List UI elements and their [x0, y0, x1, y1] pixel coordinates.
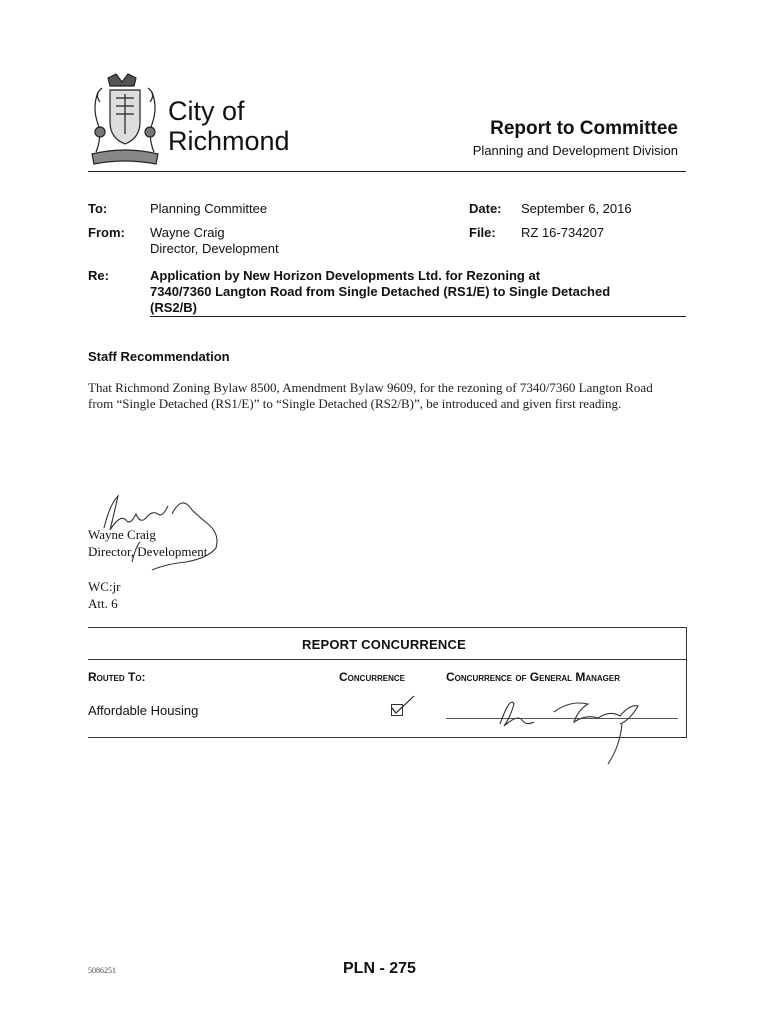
from-title: Director, Development [150, 241, 279, 256]
date-value: September 6, 2016 [521, 201, 632, 216]
re-divider [150, 316, 686, 317]
re-label: Re: [88, 268, 109, 283]
signatory-title: Director, Development [88, 544, 208, 559]
city-name-line2: Richmond [168, 126, 290, 156]
concurrence-title: REPORT CONCURRENCE [302, 637, 466, 652]
staff-recommendation-heading: Staff Recommendation [88, 349, 230, 364]
author-initials: WC:jr [88, 579, 121, 594]
to-value: Planning Committee [150, 201, 268, 216]
report-title: Report to Committee [490, 118, 678, 139]
division-name: Planning and Development Division [472, 143, 678, 158]
table-top-border [88, 627, 686, 628]
concurrence-header: Concurrence [339, 670, 406, 684]
file-value: RZ 16-734207 [521, 225, 605, 240]
attachments-count: Att. 6 [88, 596, 118, 611]
table-header-divider [88, 659, 686, 660]
page-number: PLN - 275 [343, 960, 416, 977]
header-divider [88, 171, 686, 172]
date-label: Date: [469, 201, 502, 216]
table-right-border [686, 627, 687, 738]
re-line-3: (RS2/B) [150, 300, 197, 315]
table-row-routed-to: Affordable Housing [88, 703, 199, 718]
re-line-2: 7340/7360 Langton Road from Single Detached (RS1/E) to Single Detached [150, 284, 611, 299]
signatory-name: Wayne Craig [88, 527, 156, 542]
recommendation-text: That Richmond Zoning Bylaw 8500, Amendment Bylaw 9609, for the rezoning of 7340/7360 Langton Road from “Single Detached (RS1/E)” to “Single Detached (RS2/B)”, be introduced and given first reading. [88, 380, 653, 411]
city-name-line1: City of [168, 96, 245, 126]
general-manager-signature [470, 690, 650, 770]
checkmark-icon [388, 694, 418, 716]
gm-concurrence-header: Concurrence of General Manager [446, 670, 621, 684]
re-line-1: Application by New Horizon Developments Ltd. for Rezoning at [150, 268, 541, 283]
file-label: File: [469, 225, 496, 240]
from-label: From: [88, 225, 125, 240]
document-number: 5086251 [88, 966, 116, 975]
to-label: To: [88, 201, 108, 216]
routed-to-header: Routed To: [88, 670, 146, 684]
city-name [168, 96, 290, 156]
from-name: Wayne Craig [150, 225, 225, 240]
city-crest-logo [88, 72, 162, 168]
